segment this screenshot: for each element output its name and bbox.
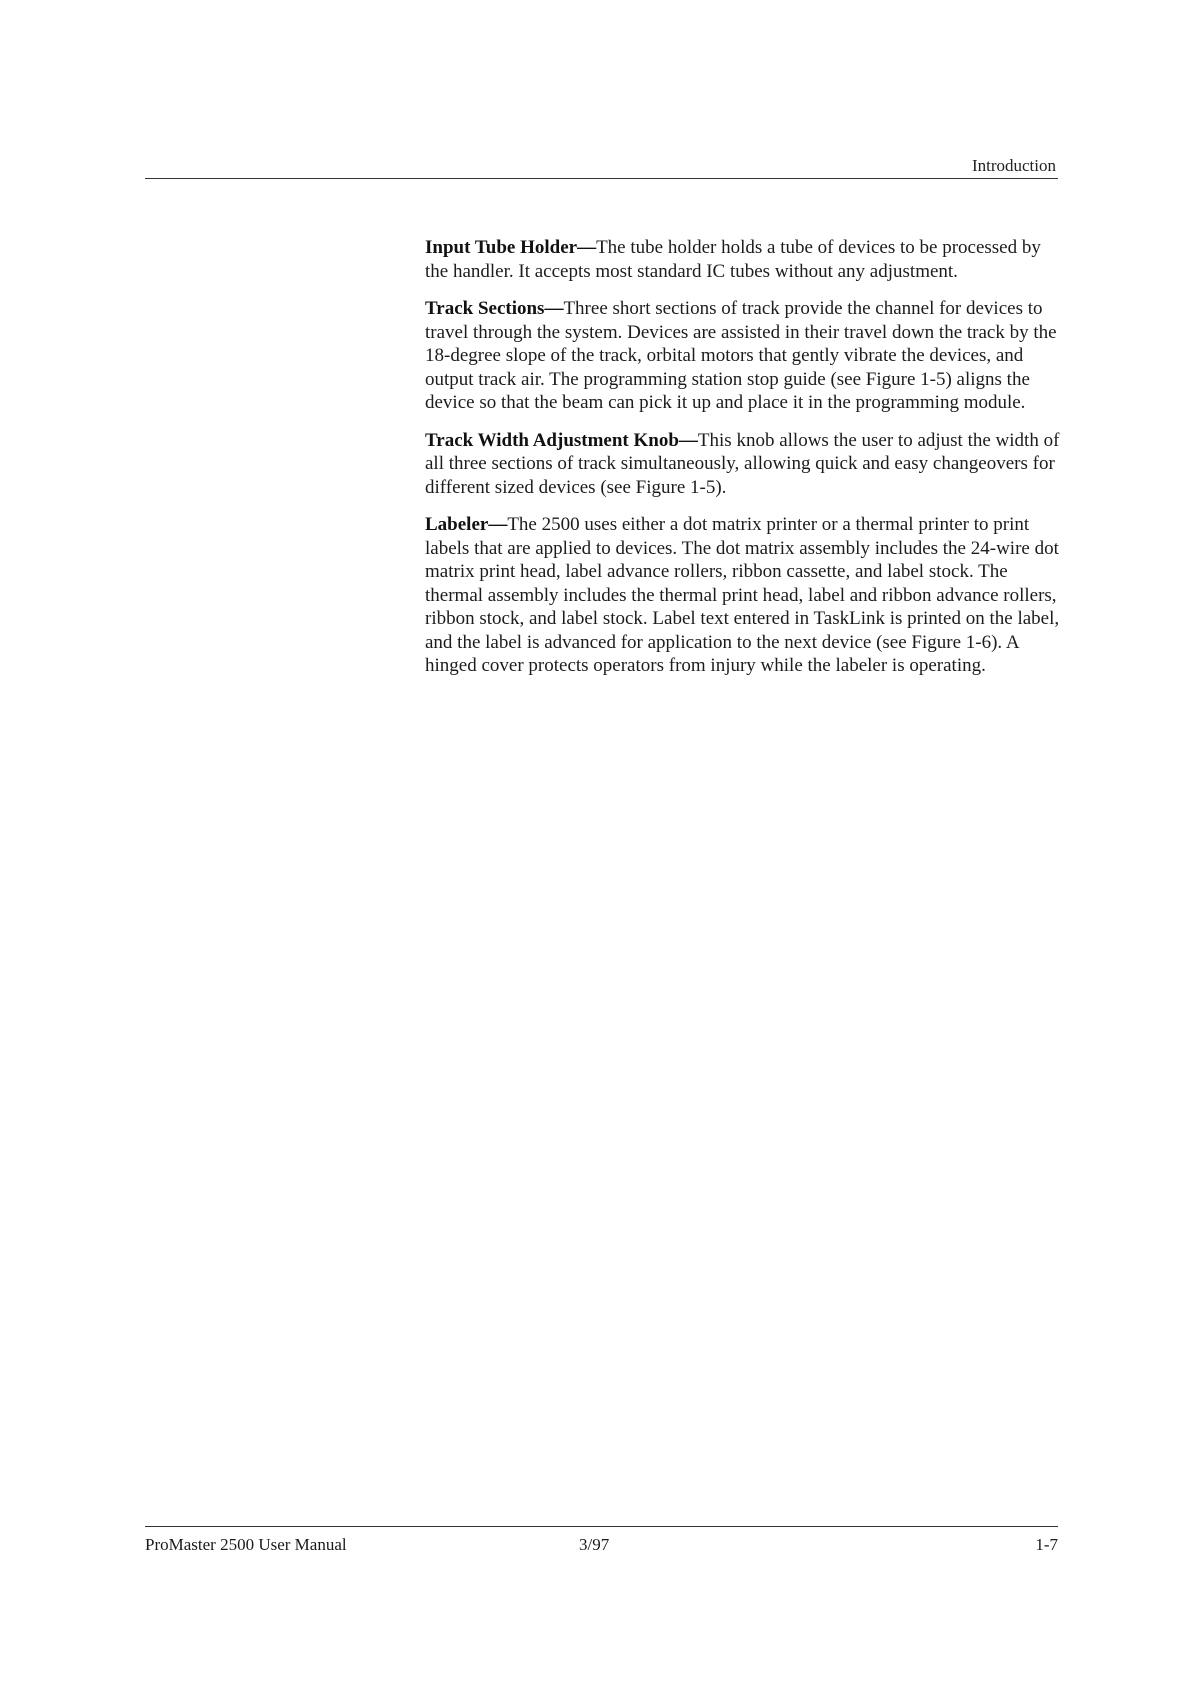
term-track-width-knob: Track Width Adjustment Knob [425,429,679,451]
paragraph-text: The 2500 uses either a dot matrix printer or a thermal printer to print labels that are applied to devices. The dot matrix assembly includes the 24-wire dot matrix print head, label advance rollers, ribbon cassette, and label stock. The thermal assembly includes the thermal print head, label and ribbon advance rollers, ribbon stock, and label stock. Label text entered in TaskLink is printed on the label, and the label is advanced for application to the next device (see Figure 1-6). A hinged cover protects operators from injury while the labeler is operating. [425,514,1060,676]
paragraph-track-sections [425,297,1060,415]
page-footer [145,1526,1058,1567]
paragraph-text: The tube holder holds a tube of devices to be processed by the handler. It accepts most standard IC tubes without any adjustment. [425,237,1041,282]
paragraph-labeler [425,513,1060,678]
paragraph-input-tube-holder [425,236,1060,283]
body-content [425,236,1060,692]
revision-date: 3/97 [579,1535,610,1554]
term-separator: — [577,237,597,258]
page-header [145,150,1058,179]
term-labeler: Labeler [425,514,489,535]
term-input-tube-holder: Input Tube Holder [425,237,578,258]
paragraph-text: This knob allows the user to adjust the width of all three sections of track simultaneously, allowing quick and easy changeovers for different sized devices (see Figure 1-5). [425,429,1060,498]
term-track-sections: Track Sections [425,298,545,319]
term-separator: — [488,514,508,535]
section-title: Introduction [971,156,1056,175]
term-separator: — [678,429,698,451]
paragraph-track-width-knob [425,429,1060,500]
page-number: 1-7 [1035,1535,1058,1554]
paragraph-text: Three short sections of track provide the channel for devices to travel through the system. Devices are assisted in their travel down the track by the 18-degree slope of the track, orbital motors that gently vibrate the devices, and output track air. The programming station stop guide (see Figure 1-5) aligns the device so that the beam can pick it up and place it in the programming module. [425,298,1057,413]
term-separator: — [544,298,564,319]
manual-title: ProMaster 2500 User Manual [145,1535,347,1554]
